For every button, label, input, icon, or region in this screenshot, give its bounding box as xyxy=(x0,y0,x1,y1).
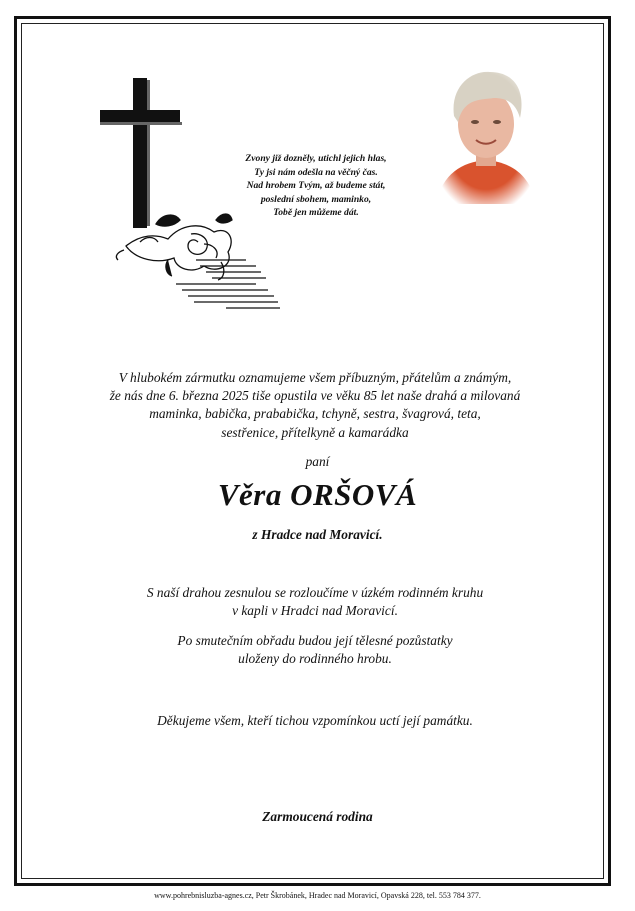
poem-line: Zvony již dozněly, utichl jejich hlas, xyxy=(245,153,387,164)
deceased-origin: z Hradce nad Moravicí. xyxy=(252,527,383,542)
salutation: paní xyxy=(305,454,330,469)
signature: Zarmoucená rodina xyxy=(262,809,373,824)
thanks-text xyxy=(60,712,570,730)
portrait-photo xyxy=(432,64,540,214)
poem-line: Tobě jen můžeme dát. xyxy=(273,207,359,218)
announcement-line: maminka, babička, prababička, tchyně, sestra, švagrová, teta, xyxy=(149,406,481,422)
announcement-text xyxy=(60,369,570,442)
thanks-line: Děkujeme všem, kteří tichou vzpomínkou uctí její památku. xyxy=(157,713,473,728)
poem-line: Nad hrobem Tvým, až budeme stát, xyxy=(246,180,386,191)
announcement-line: sestřenice, přítelkyně a kamarádka xyxy=(221,424,409,440)
deceased-name: Věra ORŠOVÁ xyxy=(217,477,418,512)
footer-contact: www.pohrebnisluzba-agnes.cz, Petr Škrobánek, Hradec nad Moravicí, Opavská 228, tel. 553 784 377. xyxy=(154,891,481,900)
farewell-line: S naší drahou zesnulou se rozloučíme v úzkém rodinném kruhu xyxy=(146,585,484,600)
poem-line: Ty jsi nám odešla na věčný čas. xyxy=(254,166,378,178)
remains-line: uloženy do rodinného hrobu. xyxy=(238,651,392,666)
announcement-line: V hlubokém zármutku oznamujeme všem příbuzným, přátelům a známým, xyxy=(118,370,512,385)
farewell-line: v kapli v Hradci nad Moravicí. xyxy=(232,603,398,618)
memorial-poem xyxy=(216,152,416,220)
poem-line: poslední sbohem, maminko, xyxy=(260,193,372,205)
announcement-line: že nás dne 6. března 2025 tiše opustila ve věku 85 let naše drahá a milovaná xyxy=(109,388,521,404)
cross-icon xyxy=(100,78,182,228)
farewell-text xyxy=(60,584,570,620)
remains-text xyxy=(60,632,570,668)
remains-line: Po smutečním obřadu budou její tělesné pozůstatky xyxy=(177,633,453,648)
